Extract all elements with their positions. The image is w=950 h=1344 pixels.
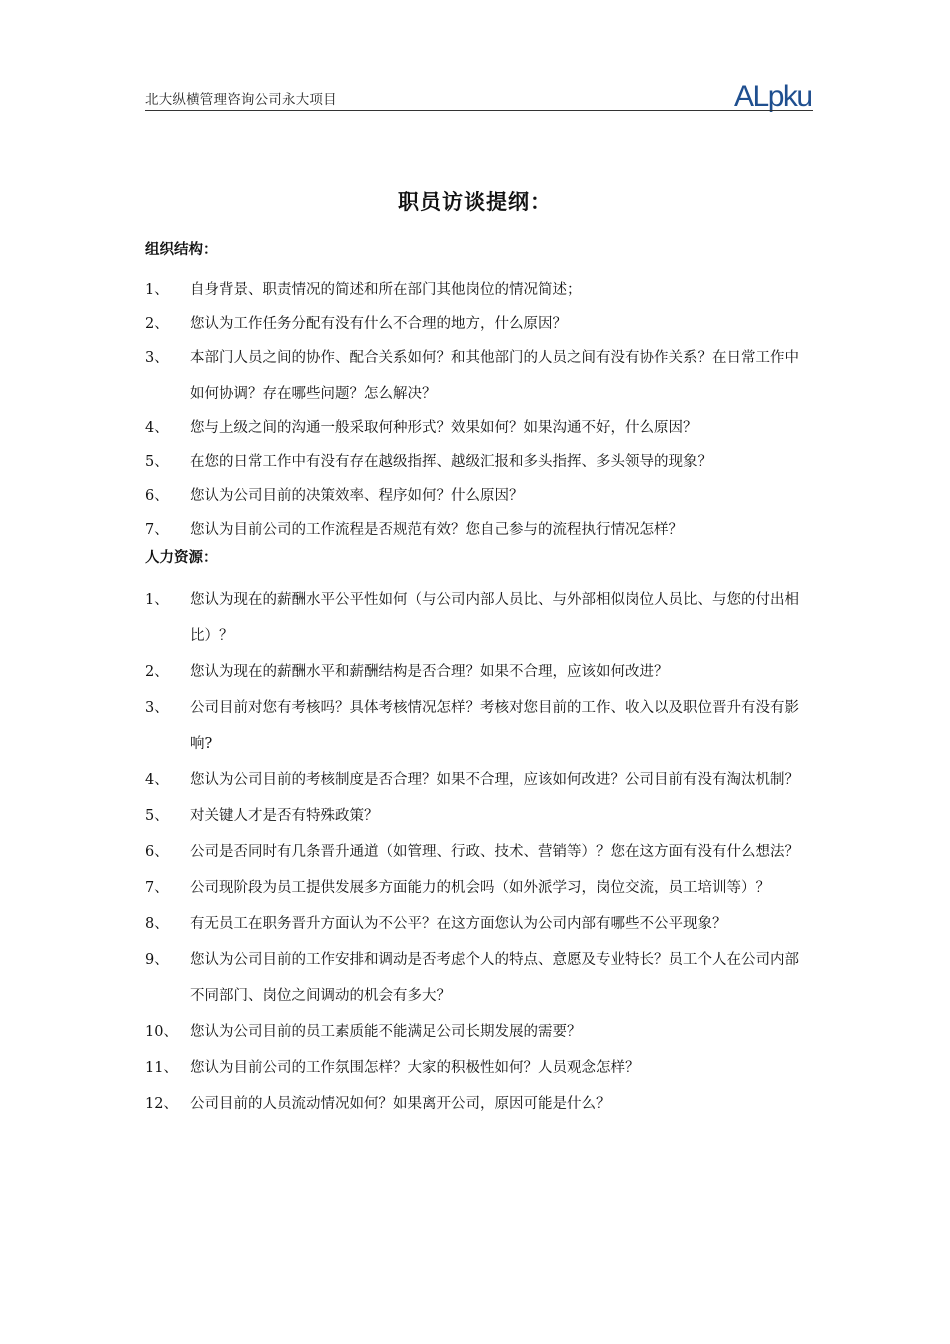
list-item [145,512,813,548]
list-item [145,798,813,834]
item-text: 公司现阶段为员工提供发展多方面能力的机会吗（如外派学习，岗位交流，员工培训等）？ [190,880,770,896]
item-number: 4、 [145,420,169,436]
item-text: 您认为现在的薪酬水平和薪酬结构是否合理？如果不合理，应该如何改进？ [190,664,669,680]
section-heading-human-resources: 人力资源： [145,550,218,566]
header-company-text: 北大纵横管理咨询公司永大项目 [145,92,337,108]
item-text: 您认为公司目前的工作安排和调动是否考虑个人的特点、意愿及专业特长？员工个人在公司内部不同部门、岗位之间调动的机会有多大？ [190,952,799,1004]
item-text: 有无员工在职务晋升方面认为不公平？在这方面您认为公司内部有哪些不公平现象？ [190,916,727,932]
item-number: 8、 [145,916,169,932]
item-text: 自身背景、职责情况的简述和所在部门其他岗位的情况简述； [190,282,582,298]
list-item [145,834,813,870]
item-text: 您认为公司目前的考核制度是否合理？如果不合理，应该如何改进？公司目前有没有淘汰机制？ [190,772,799,788]
list-item [145,306,813,342]
item-number: 7、 [145,880,169,896]
item-number: 3、 [145,700,169,716]
item-number: 5、 [145,808,169,824]
alpku-logo [734,70,818,114]
interview-outline [145,240,813,1122]
item-text: 公司是否同时有几条晋升通道（如管理、行政、技术、营销等）？您在这方面有没有什么想法？ [190,844,799,860]
list-item [145,340,813,412]
list-item [145,582,813,654]
section-heading-organization: 组织结构： [145,242,218,258]
list-item [145,1050,813,1086]
organization-question-list [145,272,813,548]
item-text: 您认为目前公司的工作流程是否规范有效？您自己参与的流程执行情况怎样？ [190,522,683,538]
list-item [145,870,813,906]
list-item [145,690,813,762]
item-number: 6、 [145,844,169,860]
list-item [145,906,813,942]
list-item [145,410,813,446]
item-number: 5、 [145,454,169,470]
list-item [145,1086,813,1122]
item-text: 对关键人才是否有特殊政策？ [190,808,379,824]
item-text: 您认为公司目前的决策效率、程序如何？什么原因？ [190,488,524,504]
item-number: 11、 [145,1060,178,1076]
item-number: 4、 [145,772,169,788]
item-text: 您认为公司目前的员工素质能不能满足公司长期发展的需要？ [190,1024,582,1040]
item-number: 1、 [145,282,169,298]
header-divider [145,110,813,111]
list-item [145,272,813,308]
list-item [145,762,813,798]
list-item [145,478,813,514]
item-number: 2、 [145,316,169,332]
item-text: 在您的日常工作中有没有存在越级指挥、越级汇报和多头指挥、多头领导的现象？ [190,454,712,470]
list-item [145,1014,813,1050]
page-title: 职员访谈提纲： [398,190,552,214]
item-number: 3、 [145,350,169,366]
item-number: 1、 [145,592,169,608]
item-text: 公司目前对您有考核吗？具体考核情况怎样？考核对您目前的工作、收入以及职位晋升有没有影响? [190,700,799,752]
item-text: 您认为工作任务分配有没有什么不合理的地方，什么原因？ [190,316,567,332]
item-text: 您与上级之间的沟通一般采取何种形式？效果如何？如果沟通不好，什么原因？ [190,420,698,436]
hr-question-list [145,582,813,1122]
list-item [145,444,813,480]
list-item [145,654,813,690]
item-text: 本部门人员之间的协作、配合关系如何？和其他部门的人员之间有没有协作关系？在日常工作中如何协调？存在哪些问题？怎么解决？ [190,350,799,402]
item-text: 公司目前的人员流动情况如何？如果离开公司，原因可能是什么？ [190,1096,611,1112]
item-number: 7、 [145,522,169,538]
logo-text: ALpku [734,80,812,113]
item-text: 您认为现在的薪酬水平公平性如何（与公司内部人员比、与外部相似岗位人员比、与您的付出相比）？ [190,592,799,644]
item-number: 2、 [145,664,169,680]
item-number: 6、 [145,488,169,504]
item-number: 9、 [145,952,169,968]
item-number: 12、 [145,1096,178,1112]
list-item [145,942,813,1014]
item-text: 您认为目前公司的工作氛围怎样？大家的积极性如何？人员观念怎样？ [190,1060,640,1076]
item-number: 10、 [145,1024,178,1040]
